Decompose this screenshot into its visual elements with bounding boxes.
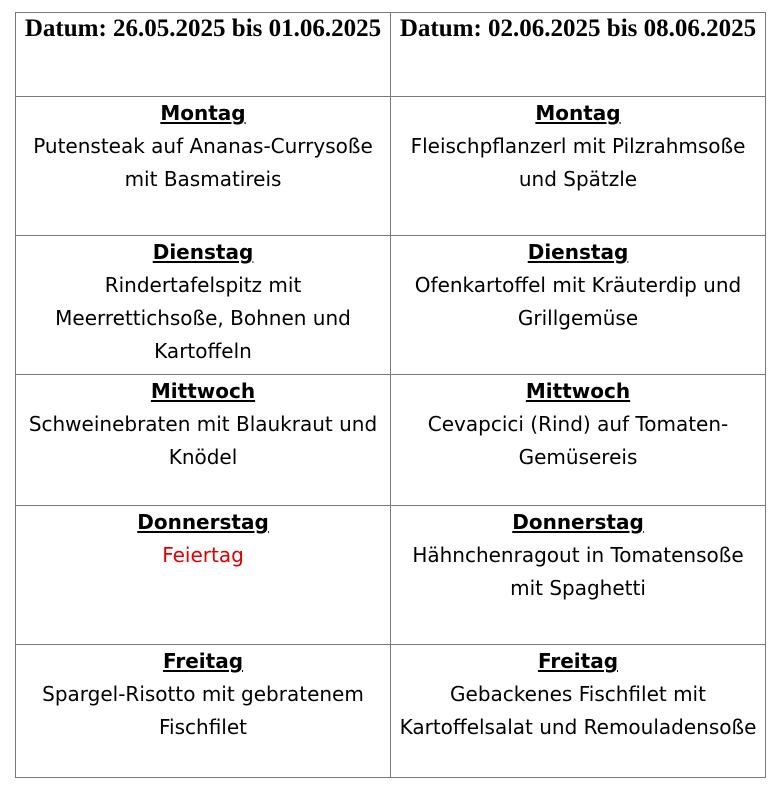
day-name: Dienstag [527, 240, 629, 264]
week-1-header [16, 13, 391, 97]
dish-text: Spargel-Risotto mit gebratenem Fischfilet [42, 682, 364, 739]
thursday-row [16, 506, 766, 645]
header-row [16, 13, 766, 97]
week-1-date-range: Datum: 26.05.2025 bis 01.06.2025 [24, 15, 382, 42]
holiday-text: Feiertag [162, 543, 244, 567]
week-1-friday-cell [16, 645, 391, 778]
dish-text: Putensteak auf Ananas-Currysoße mit Basmatireis [33, 134, 373, 191]
week-2-wednesday-cell [391, 375, 766, 506]
friday-row [16, 645, 766, 778]
dish-text: Cevapcici (Rind) auf Tomaten-Gemüsereis [427, 412, 729, 469]
day-name: Donnerstag [512, 510, 644, 534]
week-2-thursday-cell [391, 506, 766, 645]
dish-text: Rindertafelspitz mit Meerrettichsoße, Bohnen und Kartoffeln [55, 273, 351, 363]
week-2-header [391, 13, 766, 97]
dish-text: Gebackenes Fischfilet mit Kartoffelsalat und Remouladensoße [399, 682, 757, 739]
day-name: Donnerstag [137, 510, 269, 534]
dish-text: Fleischpflanzerl mit Pilzrahmsoße und Spätzle [410, 134, 746, 191]
day-name: Montag [160, 101, 246, 125]
week-1-tuesday-cell [16, 236, 391, 375]
day-name: Dienstag [152, 240, 254, 264]
weekly-menu-table [15, 12, 766, 778]
day-name: Freitag [162, 649, 244, 673]
tuesday-row [16, 236, 766, 375]
week-2-monday-cell [391, 97, 766, 236]
day-name: Mittwoch [525, 379, 631, 403]
week-1-monday-cell [16, 97, 391, 236]
week-2-date-range: Datum: 02.06.2025 bis 08.06.2025 [399, 15, 757, 42]
day-name: Mittwoch [150, 379, 256, 403]
dish-text: Hähnchenragout in Tomatensoße mit Spaghetti [412, 543, 744, 600]
day-name: Freitag [537, 649, 619, 673]
week-1-thursday-cell [16, 506, 391, 645]
week-1-wednesday-cell [16, 375, 391, 506]
monday-row [16, 97, 766, 236]
week-2-tuesday-cell [391, 236, 766, 375]
day-name: Montag [535, 101, 621, 125]
week-2-friday-cell [391, 645, 766, 778]
dish-text: Schweinebraten mit Blaukraut und Knödel [28, 412, 378, 469]
wednesday-row [16, 375, 766, 506]
dish-text: Ofenkartoffel mit Kräuterdip und Grillgemüse [414, 273, 742, 330]
